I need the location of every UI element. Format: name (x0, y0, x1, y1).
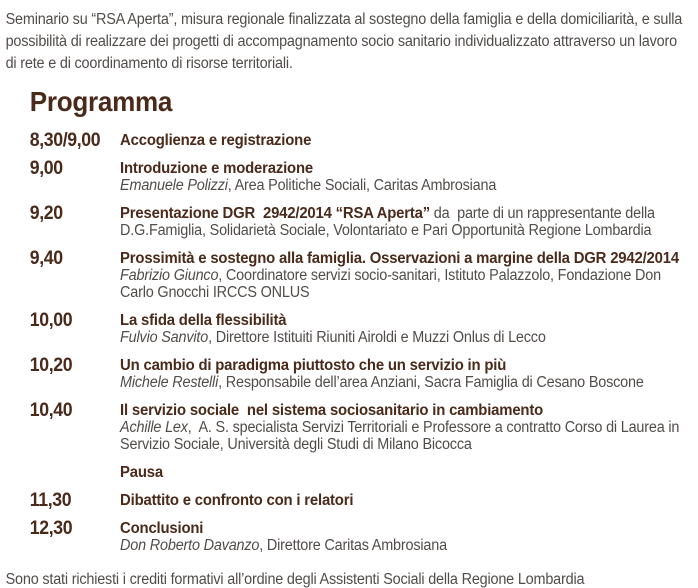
speaker-name: Fabrizio Giunco (120, 267, 219, 284)
schedule-row (30, 312, 693, 346)
time-label: 10,20 (29, 355, 73, 376)
speaker-details: , Coordinatore servizi socio-sanitari, Istituto Palazzolo, Fondazione Don Carlo Gnocchi IRCCS ONLUS (120, 267, 665, 301)
session-title: La sfida della flessibilità (120, 312, 287, 329)
session-title: Pausa (120, 464, 164, 481)
schedule-row (30, 492, 693, 509)
schedule-row (30, 132, 693, 149)
speaker-details: , Direttore Istituiti Riuniti Airoldi e Muzzi Onlus di Lecco (208, 329, 546, 346)
session-title: Accoglienza e registrazione (120, 132, 312, 149)
session-title: Dibattito e confronto con i relatori (120, 492, 354, 509)
session-title: Conclusioni (120, 520, 204, 537)
intro-paragraph: Seminario su “RSA Aperta”, misura regionale finalizzata al sostegno della famiglia e della domiciliarità, e sulla possibilità di realizzare dei progetti di accompagnamento socio sanitario individualizzato attraverso un lavoro di rete e di coordinamento di risorse territoriali. (5, 11, 686, 72)
speaker-name: Achille Lex (120, 419, 188, 436)
speaker-name: Emanuele Polizzi (120, 177, 228, 194)
time-label: 9,40 (29, 248, 63, 269)
session-title: Prossimità e sostegno alla famiglia. Osservazioni a margine della DGR 2942/2014 (120, 250, 679, 267)
schedule-row (30, 160, 693, 194)
time-label: 10,00 (29, 310, 73, 331)
time-label: 10,40 (29, 400, 73, 421)
schedule-row (30, 464, 693, 481)
schedule-row (30, 402, 693, 453)
session-title-suffix: da parte di un rappresentante della D.G.Famiglia, Solidarietà Sociale, Volontariato e Pari Opportunità Regione Lombardia (120, 205, 659, 239)
session-title: Introduzione e moderazione (120, 160, 313, 177)
time-label: 9,20 (29, 203, 63, 224)
time-label: 8,30/9,00 (29, 130, 101, 151)
schedule-row (30, 520, 693, 554)
schedule-row (30, 250, 693, 301)
speaker-name: Don Roberto Davanzo (120, 537, 260, 554)
session-title: Il servizio sociale nel sistema sociosanitario in cambiamento (120, 402, 544, 419)
schedule-row (30, 205, 693, 239)
time-label: 11,30 (29, 490, 72, 511)
session-title: Presentazione DGR 2942/2014 “RSA Aperta” (120, 205, 430, 222)
footer-note: Sono stati richiesti i crediti formativi all’ordine degli Assistenti Sociali della Regione Lombardia (5, 571, 585, 588)
time-label: 9,00 (29, 158, 63, 179)
time-label: 12,30 (29, 518, 73, 539)
schedule-list (6, 132, 693, 554)
speaker-name: Michele Restelli (120, 374, 219, 391)
session-title: Un cambio di paradigma piuttosto che un servizio in più (120, 357, 507, 374)
speaker-details: , Area Politiche Sociali, Caritas Ambrosiana (227, 177, 497, 194)
speaker-details: , Responsabile dell’area Anziani, Sacra Famiglia di Cesano Boscone (218, 374, 644, 391)
schedule-row (30, 357, 693, 391)
speaker-name: Fulvio Sanvito (120, 329, 209, 346)
page-title: Programma (29, 86, 173, 117)
speaker-details: , Direttore Caritas Ambrosiana (259, 537, 447, 554)
speaker-details: , A. S. specialista Servizi Territoriali e Professore a contratto Corso di Laurea in Servizio Sociale, Università degli Studi di Milano Bicocca (120, 419, 684, 453)
